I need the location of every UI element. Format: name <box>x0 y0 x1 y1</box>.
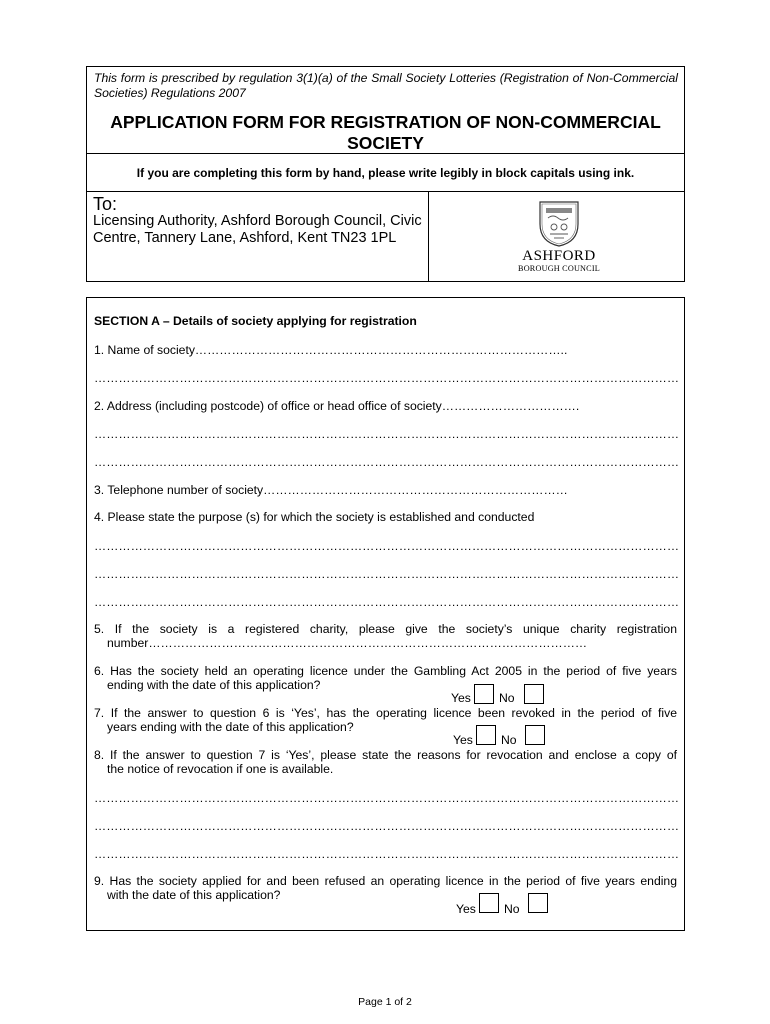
question-9-licence-refused <box>94 874 677 902</box>
dotted-answer-line[interactable]: ……………………………………………………………………………………………………………………………… <box>94 595 679 609</box>
no-label: No <box>499 691 515 705</box>
to-label: To: <box>93 194 118 214</box>
yes-label: Yes <box>451 691 471 705</box>
page-number: Page 1 of 2 <box>358 996 412 1008</box>
divider <box>86 153 685 154</box>
form-title-line2: SOCIETY <box>347 133 424 153</box>
question-line: ending with the date of this application? <box>107 678 321 692</box>
section-a-heading: SECTION A – Details of society applying for registration <box>94 314 417 328</box>
question-7-licence-revoked <box>94 706 677 734</box>
q7-yes-checkbox[interactable] <box>476 725 496 745</box>
no-label: No <box>504 902 520 916</box>
yes-label: Yes <box>453 733 473 747</box>
dotted-answer-line[interactable]: ……………………………………………………………………………………………………………………………… <box>94 567 679 581</box>
logo-subtitle: BOROUGH COUNCIL <box>518 264 600 273</box>
question-line: 6. Has the society held an operating licence under the Gambling Act 2005 in the period of five years <box>94 664 677 678</box>
question-line: with the date of this application? <box>107 888 281 902</box>
q9-yes-checkbox[interactable] <box>479 893 499 913</box>
question-1-name-of-society[interactable]: 1. Name of society……………………………………………………………………………….. <box>94 343 568 357</box>
dotted-answer-line[interactable]: ……………………………………………………………………………………………………………………………… <box>94 819 679 833</box>
question-8-revocation-reasons <box>94 748 677 776</box>
completion-instruction: If you are completing this form by hand, please write legibly in block capitals using ink. <box>136 166 635 180</box>
section-a-box <box>86 297 685 931</box>
q7-no-checkbox[interactable] <box>525 725 545 745</box>
logo-name: ASHFORD <box>522 248 596 264</box>
form-title-line1: APPLICATION FORM FOR REGISTRATION OF NON-COMMERCIAL <box>110 112 661 132</box>
question-2-address[interactable]: 2. Address (including postcode) of office or head office of society……………………………. <box>94 399 580 413</box>
dotted-answer-line[interactable]: ……………………………………………………………………………………………………………………………… <box>94 539 679 553</box>
dotted-answer-line[interactable]: ……………………………………………………………………………………………………………………………… <box>94 847 679 861</box>
dotted-answer-line[interactable]: ……………………………………………………………………………………………………………………………… <box>94 455 679 469</box>
address-line: Centre, Tannery Lane, Ashford, Kent TN23 1PL <box>93 230 397 246</box>
yes-label: Yes <box>456 902 476 916</box>
dotted-answer-line[interactable]: ……………………………………………………………………………………………………………………………… <box>94 371 679 385</box>
question-line: the notice of revocation if one is available. <box>107 762 334 776</box>
divider <box>86 191 685 192</box>
q9-no-checkbox[interactable] <box>528 893 548 913</box>
dotted-answer-line[interactable]: ……………………………………………………………………………………………………………………………… <box>94 427 679 441</box>
question-line: 9. Has the society applied for and been refused an operating licence in the period of five years ending <box>94 874 677 888</box>
form-title <box>88 112 683 154</box>
prescribed-note: This form is prescribed by regulation 3(1)(a) of the Small Society Lotteries (Registration of Non-Commercial Societies) Regulations 2007 <box>94 71 678 100</box>
address-line: Licensing Authority, Ashford Borough Council, Civic <box>93 213 422 229</box>
question-line: 7. If the answer to question 6 is ‘Yes’, has the operating licence been revoked in the period of five <box>94 706 677 720</box>
question-line: years ending with the date of this application? <box>107 720 354 734</box>
q6-no-checkbox[interactable] <box>524 684 544 704</box>
q6-yes-checkbox[interactable] <box>474 684 494 704</box>
question-4-purpose: 4. Please state the purpose (s) for which the society is established and conducted <box>94 510 535 524</box>
question-line: 8. If the answer to question 7 is ‘Yes’, please state the reasons for revocation and enclose a copy of <box>94 748 677 762</box>
question-5-charity-number[interactable] <box>94 622 677 650</box>
council-logo <box>510 198 608 274</box>
divider <box>428 191 429 282</box>
question-line: number……………………………………………………………………………………………… <box>107 636 588 650</box>
question-line: 5. If the society is a registered charity, please give the society’s unique charity registration <box>94 622 677 636</box>
dotted-answer-line[interactable]: ……………………………………………………………………………………………………………………………… <box>94 791 679 805</box>
question-6-operating-licence <box>94 664 677 692</box>
no-label: No <box>501 733 517 747</box>
licensing-authority-address <box>93 213 428 247</box>
council-crest-icon <box>510 198 608 248</box>
question-3-telephone[interactable]: 3. Telephone number of society………………………………………………………………… <box>94 483 568 497</box>
